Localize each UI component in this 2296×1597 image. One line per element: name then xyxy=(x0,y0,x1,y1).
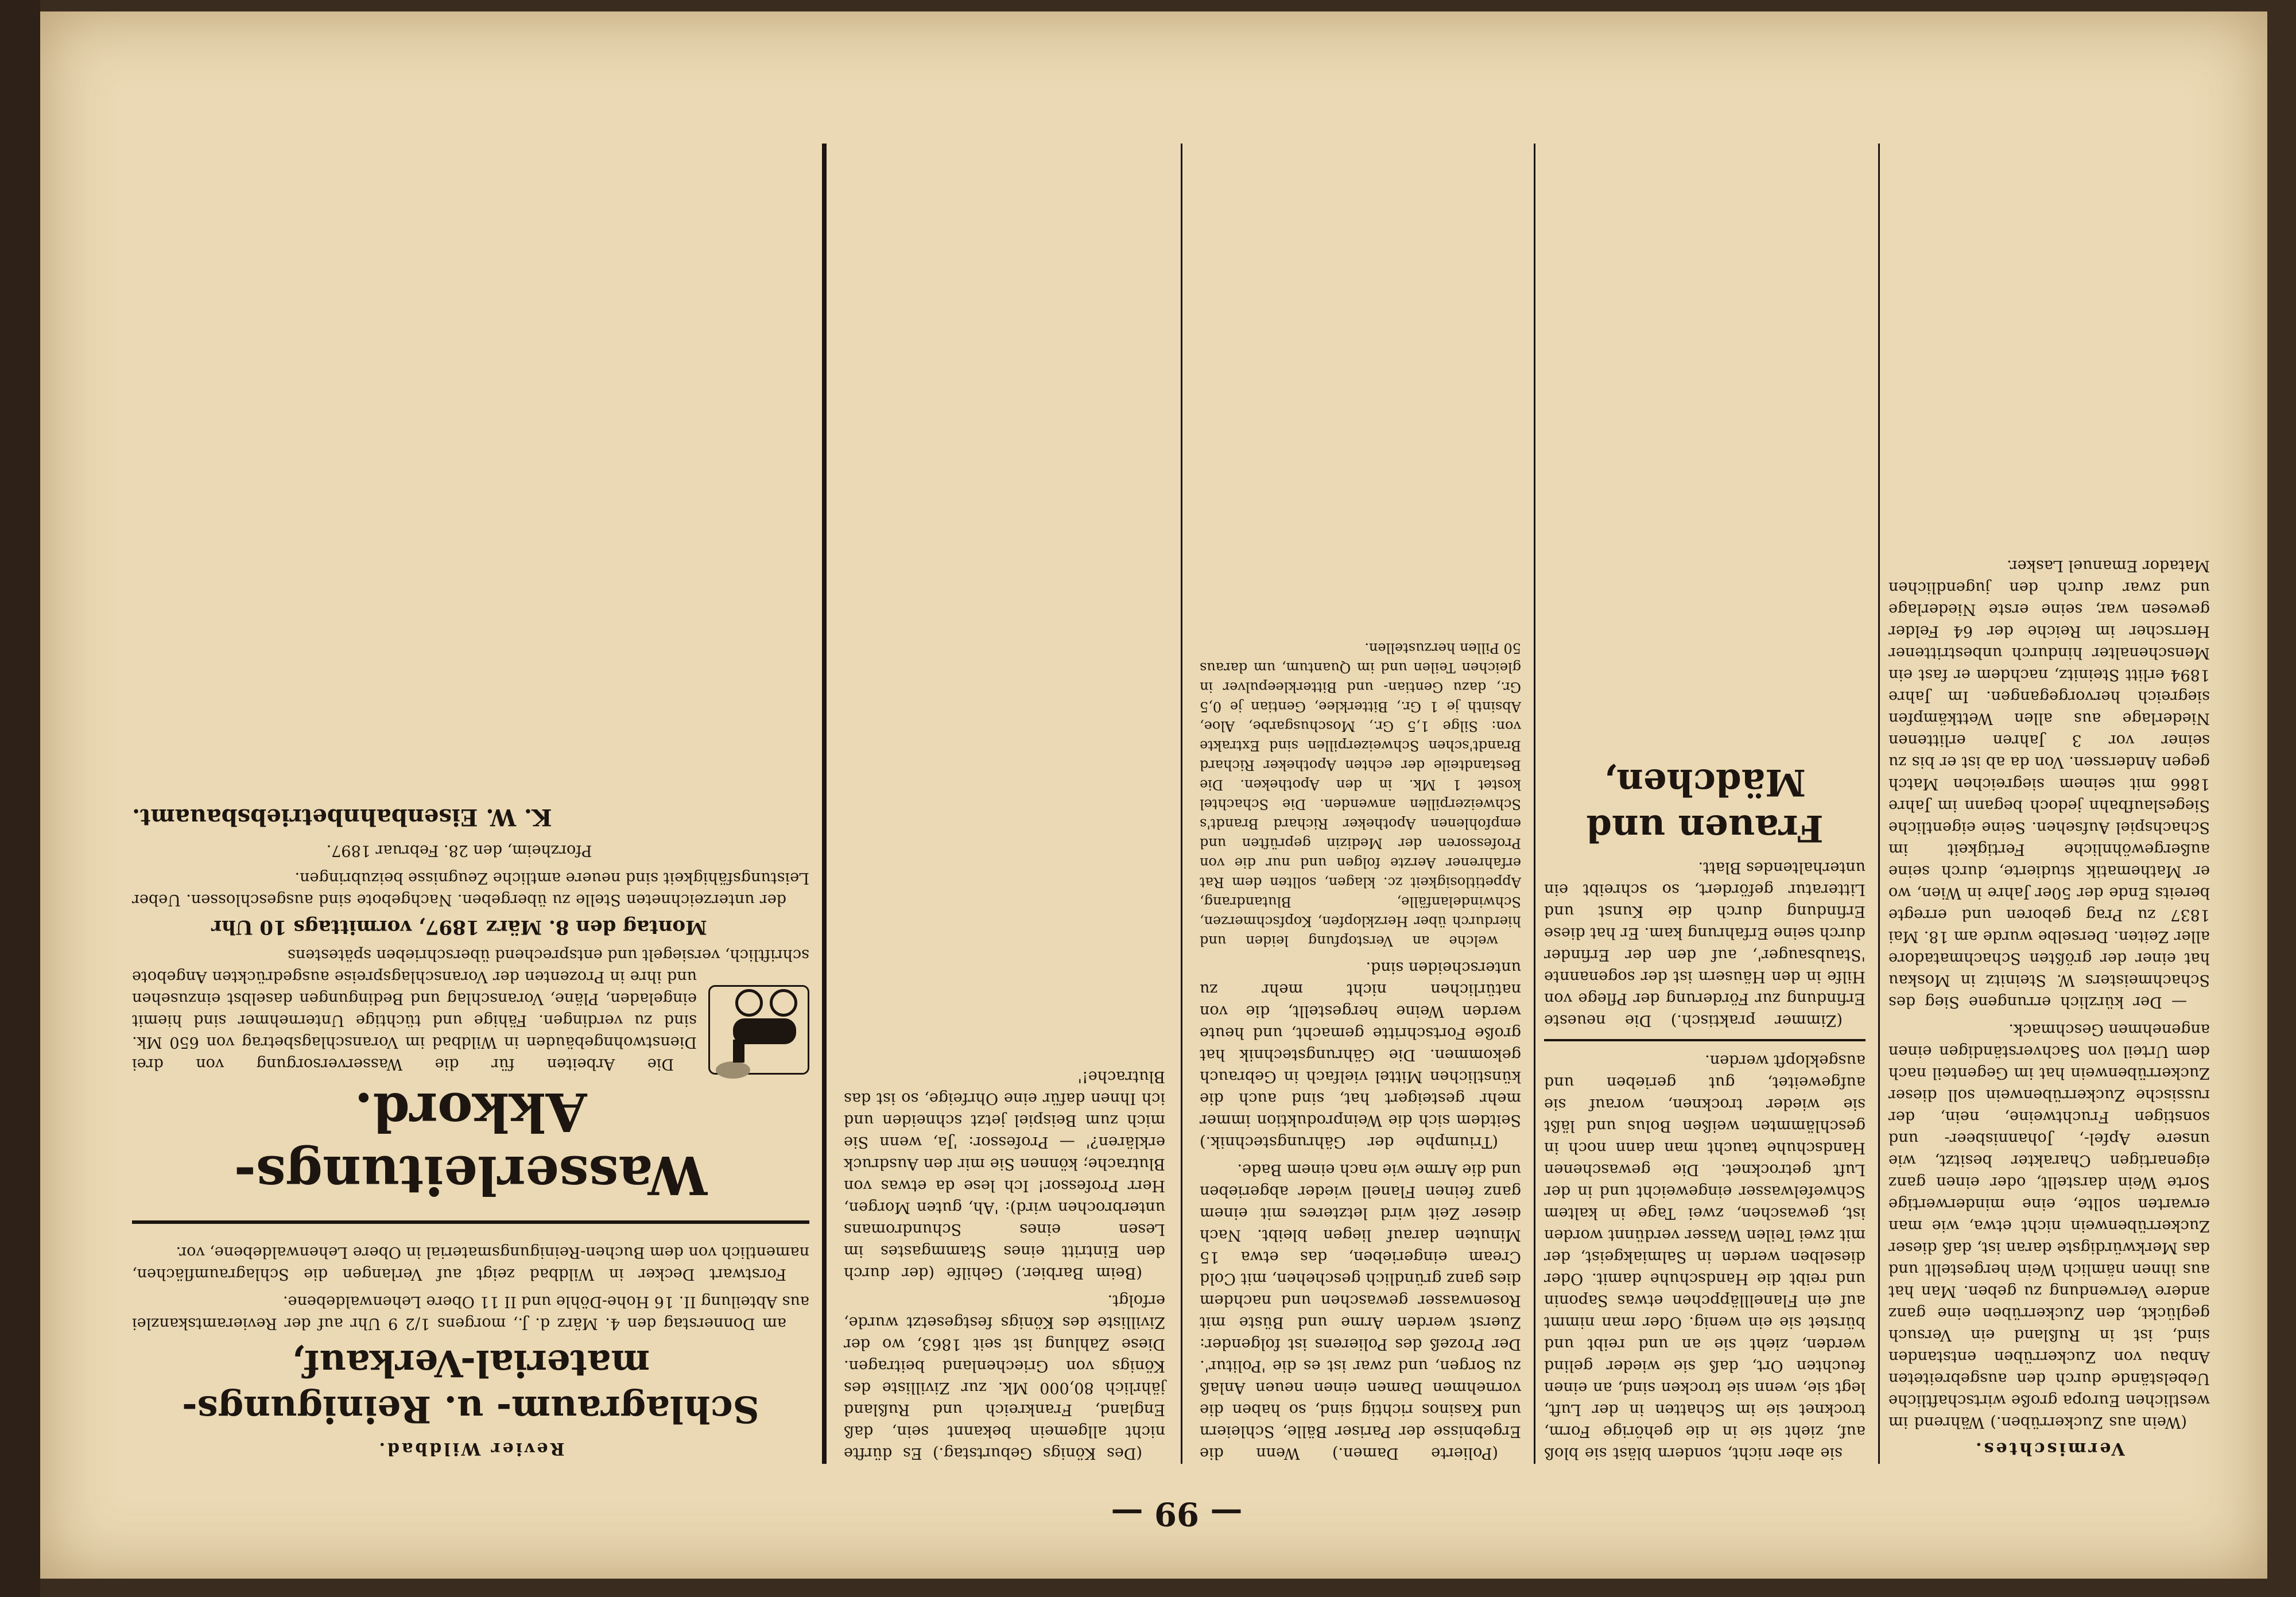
book-spine-edge xyxy=(0,0,40,1597)
column-divider xyxy=(1534,144,1535,1464)
article-barber: (Beim Barbier.) Gehilfe (der durch den Eintritt eines Stammgastes im Lesen eines Schundromans unterbrochen wird): 'Ah, guten Morgen, Herr Professor! Ich lese da etwas von Blutrache; können Sie mir den Ausdruck erklären?' — Professor: 'Ja, wenn Sie mich zum Beispiel jetzt schneiden und ich Ihnen dafür eine Ohrfeige, so ist das Blutrache!' xyxy=(844,1068,1165,1282)
ad-water-body: Die Arbeiten für die Wasserversorgung von drei Dienstwohngebäuden in Wildbad im Voranschlagsbetrag von 650 Mk. sind zu verdingen. Fähige und tüchtige Unternehmer sind hiemit eingeladen, Pläne, Voranschlag und Bedingungen daselbst einzusehen und ihre in Prozenten der Voranschlagspreise ausgedrückten Angebote schriftlich, versiegelt und entsprechend überschrieben spätestens xyxy=(132,946,809,1073)
article-gloves: sie aber nicht, sondern bläst sie bloß auf, zieht sie in die gehörige Form, trocknet sie im Schatten in der Luft, legt sie, wenn sie trocken sind, an einen feuchten Ort, daß sie wieder gelind werden, zieht sie an und reibt und bürstet sie ein wenig. Oder man nimmt auf ein Flanellläppchen etwas Saponin und reibt die Handschuhe damit. Oder dieselben werden in Salmiakgeist, der mit zwei Teilen Wasser verdünnt worden ist, gewaschen, zwei Tage in kaltem Schwefelwasser eingeweicht und in der Luft getrocknet. Die gewaschenen Handschuhe taucht man dann noch in geschlämmten weißen Bolus und läßt sie wieder trocknen, worauf sie aufgeweitet, gut gerieben und ausgeklopft werden. xyxy=(1544,1052,1865,1462)
ad-water-body2: der unterzeichneten Stelle zu übergeben. Nachgebote sind ausgeschlossen. Ueber Leistungsfähigkeit sind neuere amtliche Zeugnisse beizubringen. xyxy=(132,869,809,909)
column-divider-heavy xyxy=(822,144,827,1464)
column-divider xyxy=(1878,144,1880,1464)
locomotive-icon xyxy=(708,985,809,1075)
page-number: — 99 — xyxy=(1111,1495,1243,1533)
column-5-ads xyxy=(132,806,809,1464)
article-steinitz: — Der kürzlich errungene Sieg des Schachmeisters W. Steinitz in Moskau hat einer der größten Schachmatadore aller Zeiten. Derselbe wurde am 18. Mai 1837 zu Prag geboren und erregte bereits Ende der 50er Jahre in Wien, wo er Mathematik studierte, durch seine außergewöhnliche Fertigkeit im Schachspiel Aufsehen. Seine eigentliche Siegeslaufbahn jedoch begann im Jahre 1866 mit seinem siegreichen Match gegen Anderssen. Von da ab ist er bis zu seiner vor 3 Jahren erlittenen Niederlage aus allen Wettkämpfen siegreich hervorgegangen. Im Jahre 1894 erlitt Steinitz, nachdem er fast ein Menschenalter hindurch unbestrittener Herrscher im Reiche der 64 Felder gewesen war, seine erste Niederlage und zwar durch den jugendlichen Matador Emanuel Lasker. xyxy=(1888,557,2210,1011)
ad-forest-body: am Donnerstag den 4. März d. J., morgens 1/2 9 Uhr auf der Revieramtskanzlei aus Abteilung II. 16 Hohe-Döhle und II 11 Obere Lehenwaldebene. xyxy=(132,1293,809,1332)
article-room: (Zimmer praktisch.) Die neueste Erfindung zur Förderung der Pflege von Hilfe in den Häusern ist der sogenannte 'Staubsauger', auf den der Erfinder durch seine Erfahrung kam. Er hat diese Erfindung durch die Kunst und Litteratur gefördert, so schreibt ein unterhaltendes Blatt. xyxy=(1544,859,1865,1029)
section-rule xyxy=(1544,1039,1865,1041)
ad-swiss-pills: welche an Verstopfung leiden und hierdurch über Herzklopfen, Kopfschmerzen, Schwindelanfälle, Blutandrang, Appetitlosigkeit zc. klagen, sollten dem Rat erfahrener Aerzte folgen und nur die von Professoren der Medizin geprüften und empfohlenen Apotheker Richard Brandt's Schweizerpillen anwenden. Die Schachtel kostet 1 Mk. in den Apotheken. Die Bestandteile der echten Apotheker Richard Brandt'schen Schweizerpillen sind Extrakte von: Silge 1,5 Gr., Moschusgarbe, Aloe, Absinth je 1 Gr., Bitterklee, Gentian je 0,5 Gr., dazu Gentian- und Bitterkleepulver in gleichen Teilen und im Quantum, um daraus 50 Pillen herzustellen. xyxy=(1200,640,1521,949)
ad-water-title: Wasserleitungs-Akkord. xyxy=(234,1081,708,1206)
article-king-civil-list: (Des Königs Geburtstag.) Es dürfte nicht allgemein bekannt sein, daß England, Frankreich und Rußland jährlich 80,000 Mk. zur Zivilliste des Königs von Griechenland beitragen. Diese Zahlung ist seit 1863, wo der Zivilliste des Königs festgesetzt wurde, erfolgt. xyxy=(844,1292,1165,1462)
column-2 xyxy=(1544,753,1865,1464)
ad-heading-women: Frauen und Mädchen, xyxy=(1586,761,1824,850)
section-heading-misc: Vermischtes. xyxy=(1973,1439,2125,1459)
ad-forest-district: Revier Wildbad. xyxy=(377,1439,565,1459)
ad-water-signature: K. W. Eisenbahnbetriebsbauamt. xyxy=(132,804,552,831)
article-fermentation: (Triumphe der Gährungstechnik.) Seitdem sich die Weinproduktion immer mehr gesteigert hat, sind auch die künstlichen Mittel vielfach in Gebrauch gekommen. Die Gährungstechnik hat große Fortschritte gemacht, und heute werden Weine hergestellt, die von natürlichen nicht mehr zu unterscheiden sind. xyxy=(1200,959,1521,1151)
ad-water-place-date: Pforzheim, den 28. Februar 1897. xyxy=(326,842,592,859)
ad-forest-sale xyxy=(132,1220,809,1459)
column-1 xyxy=(1888,549,2210,1464)
page-content-rotated xyxy=(121,98,2233,1533)
newspaper-page xyxy=(40,11,2267,1579)
column-3 xyxy=(1200,633,1521,1464)
article-polished-ladies: (Polierte Damen.) Wenn die Ergebnisse der Pariser Bälle, Schleiern und Kasinos richtig sind, so haben die vornehmen Damen einen neuen Anlaß zu Sorgen, und zwar ist es die 'Politur'. Der Prozeß des Polierens ist folgender: Zuerst werden Arme und Büste mit Rosenwasser gewaschen und nachdem dies ganz gründlich geschehen, mit Cold Cream eingerieben, das etwa 15 Minuten darauf liegen bleibt. Nach dieser Zeit wird letzteres mit einem ganz feinen Flanell wieder abgerieben und die Arme wie nach einem Bade. xyxy=(1200,1161,1521,1462)
ad-forest-title: Schlagraum- u. Reinigungs-material-Verkauf, xyxy=(182,1342,759,1431)
column-divider xyxy=(1181,144,1182,1464)
ad-forest-body2: Forstwart Decker in Wildbad zeigt auf Verlangen die Schlagraumflächen, namentlich von dem Buchen-Reinigungsmaterial in Obere Lehenwaldebene, vor. xyxy=(132,1243,809,1283)
ad-water-contract xyxy=(132,806,809,1207)
column-4 xyxy=(844,1060,1165,1464)
ad-water-deadline: Montag den 8. März 1897, vormittags 10 Uhr xyxy=(211,916,707,939)
article-sugar-beet-wine: (Wein aus Zuckerrüben.) Während im westlichen Europa große wirtschaftliche Uebelstände durch den ausgebreiteten Anbau von Zuckerrüben entstanden sind, ist in Rußland ein Versuch geglückt, den Zuckerrüben eine ganz andere Verwendung zu geben. Man hat aus ihnen nämlich Wein hergestellt und das Merkwürdigste daran ist, daß dieser Zuckerrübenwein nicht etwa, wie man erwarten sollte, eine minderwertige Sorte Wein darstellt, oder einen ganz eigenartigen Charakter besitzt, wie unsere Apfel-, Johannisbeer- und sonstigen Fruchtweine, nein, der russische Zuckerrübenwein soll dieser Zuckerrübenwein hat im Gegenteil nach dem Urteil von Sachverständigen einen angenehmen Geschmack. xyxy=(1888,1021,2210,1431)
